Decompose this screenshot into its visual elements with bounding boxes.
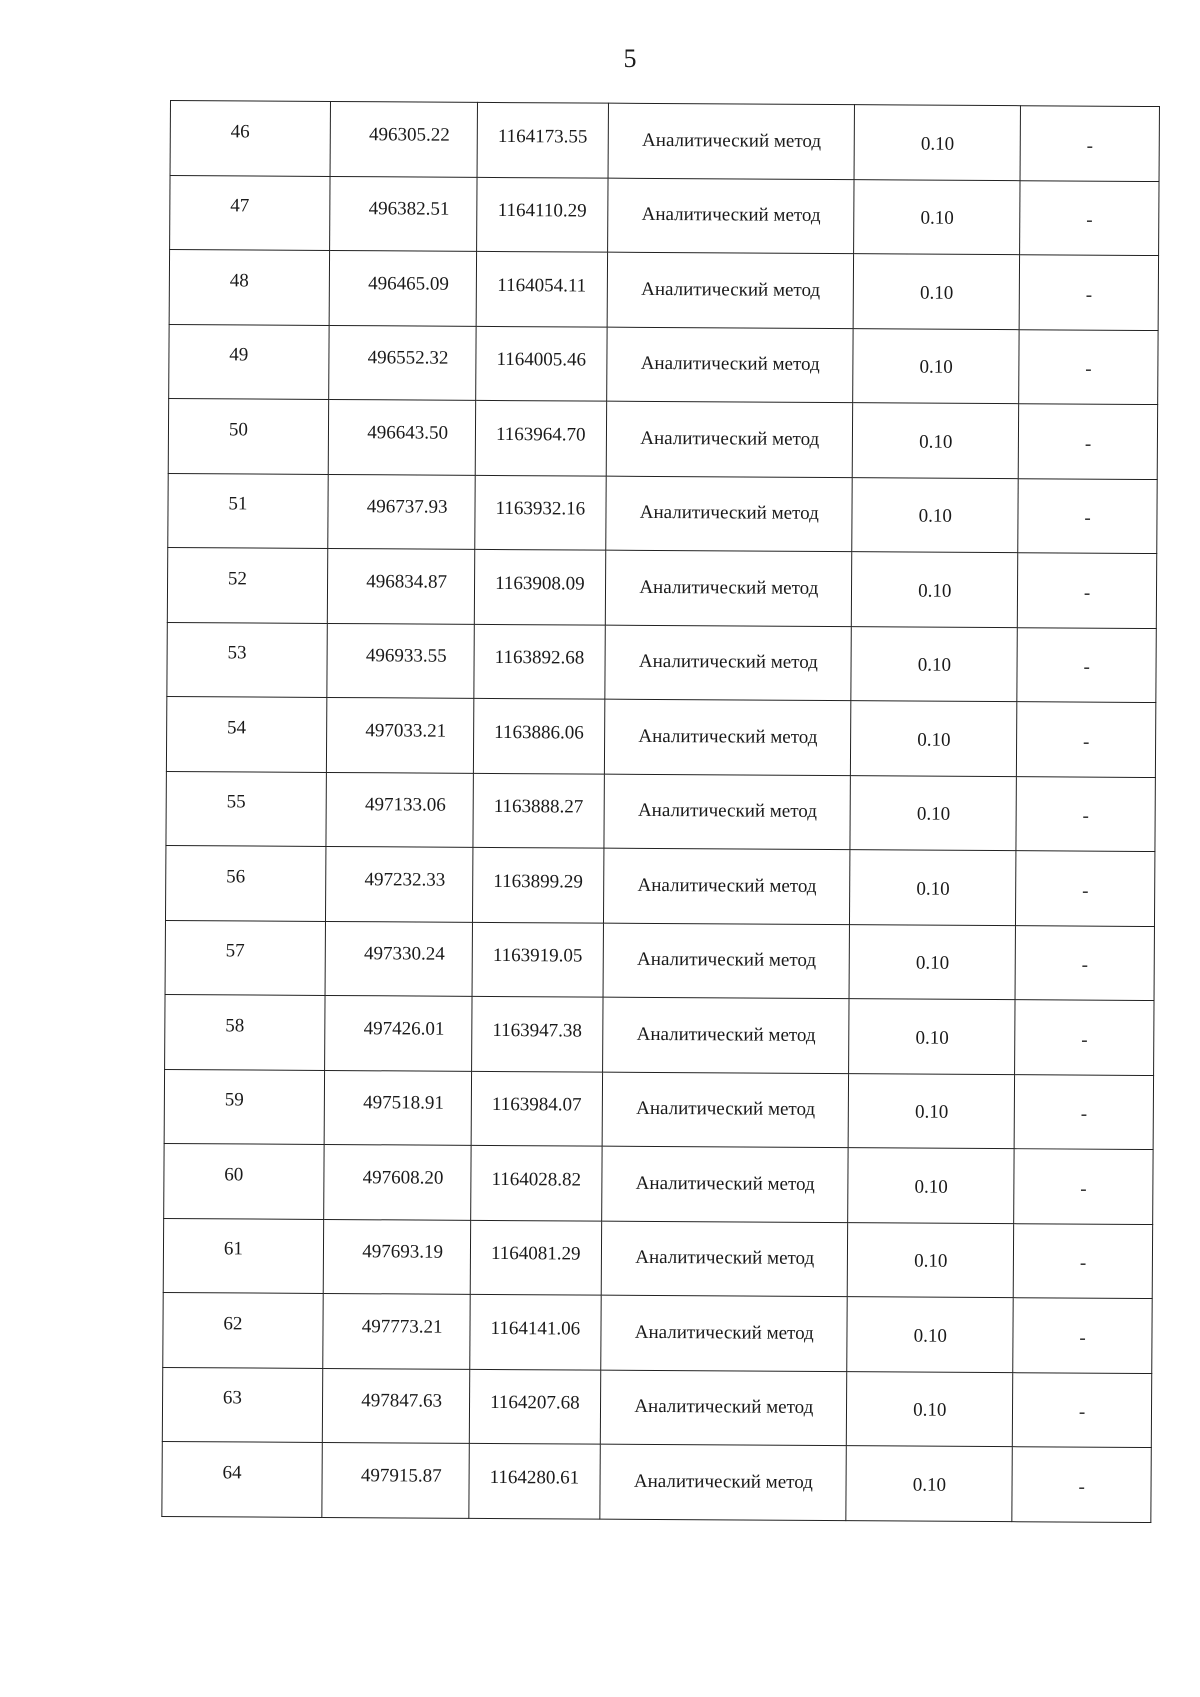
point-number-cell-text: 60	[224, 1164, 244, 1186]
point-number-cell-text: 62	[223, 1313, 243, 1335]
y-coordinate-cell	[475, 400, 607, 475]
method-cell-text: Аналитический метод	[638, 725, 818, 748]
method-cell-text: Аналитический метод	[636, 1098, 816, 1121]
method-cell-text: Аналитический метод	[642, 129, 822, 152]
y-coordinate-cell	[474, 475, 606, 550]
y-coordinate-cell-text: 1163932.16	[495, 498, 586, 520]
y-coordinate-cell	[469, 1294, 601, 1369]
point-number-cell-text: 57	[225, 940, 245, 962]
point-number-cell-text: 59	[224, 1089, 244, 1111]
y-coordinate-cell	[471, 996, 603, 1071]
note-cell-text: -	[1084, 433, 1092, 455]
table-row	[170, 175, 1159, 256]
point-number-cell	[165, 845, 325, 920]
x-coordinate-cell	[323, 1144, 470, 1219]
y-coordinate-cell-text: 1164110.29	[497, 200, 587, 222]
y-coordinate-cell	[469, 1369, 601, 1444]
table-body	[162, 101, 1160, 1523]
point-number-cell	[167, 622, 327, 697]
point-number-cell	[163, 1292, 323, 1367]
x-coordinate-cell-text: 496552.32	[367, 347, 449, 369]
table-row	[165, 920, 1154, 1001]
precision-cell-text: 0.10	[919, 282, 954, 304]
point-number-cell	[163, 1218, 323, 1293]
x-coordinate-cell-text: 496643.50	[367, 421, 449, 444]
point-number-cell-text: 51	[228, 493, 248, 515]
y-coordinate-cell	[472, 922, 604, 997]
y-coordinate-cell	[471, 1071, 603, 1146]
x-coordinate-cell	[326, 772, 473, 847]
method-cell	[607, 252, 854, 328]
precision-cell-text: 0.10	[914, 1176, 948, 1198]
table-row	[166, 771, 1155, 852]
y-coordinate-cell	[476, 251, 608, 326]
method-cell-text: Аналитический метод	[634, 1321, 814, 1344]
note-cell	[1015, 925, 1154, 1000]
method-cell-text: Аналитический метод	[637, 800, 818, 823]
x-coordinate-cell-text: 496465.09	[368, 272, 449, 295]
point-number-cell	[162, 1441, 322, 1516]
note-cell	[1020, 106, 1159, 181]
method-cell-text: Аналитический метод	[641, 204, 821, 227]
coordinates-table-wrapper	[161, 100, 1160, 1523]
x-coordinate-cell	[323, 1219, 470, 1294]
note-cell	[1020, 180, 1159, 255]
note-cell-text: -	[1085, 284, 1093, 306]
precision-cell	[854, 105, 1020, 181]
method-cell	[608, 103, 855, 179]
method-cell-text: Аналитический метод	[635, 1247, 815, 1270]
y-coordinate-cell	[470, 1145, 602, 1220]
method-cell-text: Аналитический метод	[639, 576, 819, 599]
precision-cell	[849, 924, 1015, 1000]
precision-cell	[852, 552, 1018, 628]
y-coordinate-cell-text: 1163947.38	[492, 1019, 583, 1042]
x-coordinate-cell	[325, 921, 472, 996]
precision-cell-text: 0.10	[919, 431, 953, 453]
point-number-cell	[162, 1367, 322, 1442]
precision-cell	[847, 1371, 1013, 1447]
x-coordinate-cell-text: 496834.87	[366, 570, 448, 593]
method-cell	[602, 1146, 849, 1222]
point-number-cell	[168, 473, 328, 548]
x-coordinate-cell-text: 497133.06	[364, 794, 446, 816]
note-cell	[1015, 1000, 1154, 1075]
point-number-cell	[165, 994, 325, 1069]
x-coordinate-cell-text: 497232.33	[364, 868, 446, 891]
method-cell-text: Аналитический метод	[634, 1396, 814, 1419]
x-coordinate-cell-text: 496305.22	[369, 123, 450, 146]
precision-cell	[853, 403, 1019, 479]
table-row	[169, 324, 1158, 405]
point-number-cell-text: 54	[226, 717, 247, 739]
note-cell	[1018, 478, 1157, 553]
method-cell-text: Аналитический метод	[638, 651, 818, 674]
note-cell-text: -	[1083, 656, 1090, 678]
note-cell-text: -	[1080, 1178, 1087, 1200]
precision-cell	[848, 1222, 1014, 1298]
point-number-cell	[167, 547, 327, 622]
method-cell	[601, 1221, 848, 1297]
x-coordinate-cell-text: 497426.01	[363, 1017, 445, 1040]
table-row	[169, 250, 1158, 331]
table-row	[167, 622, 1156, 703]
point-number-cell	[169, 324, 329, 399]
precision-cell	[852, 477, 1018, 553]
point-number-cell-text: 48	[229, 270, 249, 292]
note-cell	[1014, 1074, 1153, 1149]
table-row	[163, 1292, 1152, 1373]
note-cell-text: -	[1086, 209, 1093, 231]
precision-cell-text: 0.10	[920, 133, 955, 155]
note-cell	[1018, 404, 1157, 479]
x-coordinate-cell	[322, 1368, 469, 1443]
note-cell	[1013, 1298, 1152, 1373]
note-cell	[1013, 1372, 1152, 1447]
precision-cell	[849, 1073, 1015, 1149]
precision-cell-text: 0.10	[920, 207, 954, 230]
table-row	[162, 1441, 1151, 1522]
note-cell-text: -	[1080, 1103, 1088, 1125]
point-number-cell-text: 64	[222, 1462, 242, 1484]
point-number-cell-text: 49	[229, 344, 249, 366]
y-coordinate-cell	[473, 698, 605, 773]
note-cell	[1016, 776, 1155, 851]
note-cell	[1018, 553, 1157, 628]
point-number-cell	[170, 175, 330, 250]
table-row	[168, 473, 1157, 554]
point-number-cell-text: 58	[225, 1015, 245, 1037]
x-coordinate-cell	[329, 250, 476, 325]
table-row	[164, 1069, 1153, 1150]
x-coordinate-cell	[327, 548, 474, 623]
method-cell	[605, 699, 852, 775]
note-cell-text: -	[1086, 135, 1094, 157]
precision-cell-text: 0.10	[917, 729, 951, 751]
x-coordinate-cell	[328, 325, 475, 400]
method-cell-text: Аналитический метод	[639, 502, 819, 525]
precision-cell-text: 0.10	[919, 356, 953, 379]
point-number-cell	[164, 1069, 324, 1144]
precision-cell-text: 0.10	[914, 1250, 948, 1273]
precision-cell-text: 0.10	[916, 803, 951, 826]
precision-cell	[849, 999, 1015, 1075]
y-coordinate-cell-text: 1163899.29	[493, 870, 583, 893]
method-cell	[604, 774, 851, 850]
precision-cell	[846, 1446, 1012, 1522]
point-number-cell-text: 52	[227, 568, 248, 590]
precision-cell	[854, 254, 1020, 330]
method-cell	[607, 327, 854, 403]
method-cell-text: Аналитический метод	[640, 353, 820, 376]
precision-cell	[851, 701, 1017, 777]
note-cell-text: -	[1079, 1327, 1086, 1349]
x-coordinate-cell-text: 497773.21	[361, 1315, 443, 1338]
precision-cell	[848, 1148, 1014, 1224]
y-coordinate-cell-text: 1164141.06	[490, 1317, 581, 1340]
point-number-cell-text: 61	[223, 1238, 243, 1260]
y-coordinate-cell-text: 1163888.27	[493, 796, 584, 818]
method-cell-text: Аналитический метод	[640, 427, 820, 450]
y-coordinate-cell-text: 1163892.68	[494, 647, 585, 669]
point-number-cell-text: 55	[226, 791, 246, 813]
point-number-cell	[170, 101, 330, 176]
note-cell	[1012, 1447, 1151, 1522]
method-cell	[604, 848, 851, 924]
y-coordinate-cell	[472, 773, 604, 848]
x-coordinate-cell	[326, 697, 473, 772]
method-cell	[601, 1295, 848, 1371]
point-number-cell-text: 50	[228, 419, 248, 441]
table-row	[170, 101, 1159, 182]
method-cell	[608, 178, 855, 254]
y-coordinate-cell-text: 1163908.09	[495, 572, 585, 595]
precision-cell-text: 0.10	[918, 505, 952, 528]
precision-cell	[847, 1297, 1013, 1373]
table-row	[165, 845, 1154, 926]
point-number-cell-text: 47	[230, 195, 250, 217]
method-cell	[603, 997, 850, 1073]
point-number-cell-text: 53	[227, 642, 247, 664]
y-coordinate-cell	[473, 624, 605, 699]
note-cell-text: -	[1082, 805, 1089, 827]
x-coordinate-cell-text: 497330.24	[364, 943, 445, 965]
note-cell-text: -	[1078, 1401, 1086, 1423]
table-row	[163, 1218, 1152, 1299]
note-cell	[1017, 702, 1156, 777]
y-coordinate-cell-text: 1164081.29	[490, 1243, 581, 1265]
method-cell	[603, 923, 850, 999]
note-cell	[1014, 1149, 1153, 1224]
note-cell	[1019, 329, 1158, 404]
y-coordinate-cell-text: 1163964.70	[495, 423, 586, 446]
point-number-cell	[169, 250, 329, 325]
method-cell-text: Аналитический метод	[636, 1023, 816, 1046]
method-cell	[606, 476, 853, 552]
table-row	[168, 398, 1157, 479]
precision-cell-text: 0.10	[915, 1027, 949, 1049]
y-coordinate-cell-text: 1164280.61	[489, 1466, 580, 1489]
page-number: 5	[623, 44, 637, 73]
y-coordinate-cell-text: 1164207.68	[490, 1392, 580, 1414]
point-number-cell-text: 56	[226, 866, 246, 888]
point-number-cell	[164, 1143, 324, 1218]
y-coordinate-cell-text: 1163919.05	[492, 945, 583, 967]
y-coordinate-cell	[472, 847, 604, 922]
y-coordinate-cell	[476, 177, 608, 252]
y-coordinate-cell-text: 1164173.55	[497, 125, 588, 148]
x-coordinate-cell	[322, 1442, 469, 1517]
table-row	[164, 1143, 1153, 1224]
method-cell	[600, 1370, 847, 1446]
method-cell	[600, 1444, 847, 1520]
precision-cell	[850, 850, 1016, 926]
x-coordinate-cell	[324, 995, 471, 1070]
precision-cell	[854, 179, 1020, 255]
point-number-cell	[165, 920, 325, 995]
coordinates-table	[161, 100, 1160, 1523]
table-row	[166, 696, 1155, 777]
note-cell	[1019, 255, 1158, 330]
note-cell-text: -	[1082, 731, 1090, 753]
x-coordinate-cell-text: 497033.21	[365, 719, 447, 742]
y-coordinate-cell	[475, 326, 607, 401]
x-coordinate-cell	[328, 399, 475, 474]
point-number-cell	[166, 696, 326, 771]
x-coordinate-cell-text: 497847.63	[361, 1390, 443, 1412]
note-cell-text: -	[1081, 1029, 1088, 1051]
precision-cell-text: 0.10	[916, 878, 950, 900]
note-cell	[1016, 851, 1155, 926]
x-coordinate-cell-text: 496382.51	[368, 198, 450, 220]
precision-cell-text: 0.10	[915, 952, 950, 975]
note-cell	[1013, 1223, 1152, 1298]
table-row	[162, 1367, 1151, 1448]
method-cell-text: Аналитический метод	[641, 278, 821, 301]
x-coordinate-cell	[330, 101, 477, 176]
method-cell-text: Аналитический метод	[637, 949, 817, 972]
y-coordinate-cell-text: 1164005.46	[496, 349, 587, 371]
precision-cell-text: 0.10	[913, 1325, 947, 1347]
x-coordinate-cell	[328, 474, 475, 549]
note-cell-text: -	[1083, 582, 1091, 604]
method-cell	[605, 550, 852, 626]
x-coordinate-cell	[327, 623, 474, 698]
precision-cell	[851, 626, 1017, 702]
method-cell	[602, 1072, 849, 1148]
x-coordinate-cell	[329, 176, 476, 251]
precision-cell-text: 0.10	[913, 1399, 947, 1422]
point-number-cell-text: 63	[222, 1387, 243, 1409]
x-coordinate-cell-text: 496737.93	[366, 496, 448, 518]
method-cell-text: Аналитический метод	[635, 1172, 815, 1195]
x-coordinate-cell-text: 497608.20	[362, 1166, 444, 1189]
y-coordinate-cell	[470, 1220, 602, 1295]
note-cell-text: -	[1084, 507, 1091, 529]
point-number-cell	[168, 398, 328, 473]
x-coordinate-cell-text: 497693.19	[362, 1241, 444, 1263]
table-row	[165, 994, 1154, 1075]
method-cell	[606, 401, 853, 477]
note-cell-text: -	[1082, 880, 1089, 902]
y-coordinate-cell	[468, 1443, 600, 1518]
note-cell-text: -	[1078, 1476, 1085, 1498]
method-cell-text: Аналитический метод	[633, 1470, 813, 1493]
note-cell-text: -	[1079, 1252, 1087, 1274]
y-coordinate-cell-text: 1163886.06	[494, 721, 584, 744]
y-coordinate-cell	[474, 549, 606, 624]
precision-cell	[850, 775, 1016, 851]
x-coordinate-cell-text: 497518.91	[363, 1092, 444, 1114]
y-coordinate-cell-text: 1163984.07	[491, 1094, 582, 1116]
y-coordinate-cell-text: 1164028.82	[491, 1168, 582, 1191]
point-number-cell	[166, 771, 326, 846]
method-cell	[605, 625, 852, 701]
x-coordinate-cell-text: 496933.55	[365, 645, 447, 667]
note-cell	[1017, 627, 1156, 702]
y-coordinate-cell-text: 1164054.11	[497, 274, 587, 297]
x-coordinate-cell	[323, 1293, 470, 1368]
x-coordinate-cell	[325, 846, 472, 921]
point-number-cell-text: 46	[230, 121, 250, 143]
precision-cell	[853, 328, 1019, 404]
x-coordinate-cell	[324, 1070, 471, 1145]
note-cell-text: -	[1085, 358, 1092, 380]
table-row	[167, 547, 1156, 628]
precision-cell-text: 0.10	[917, 654, 952, 677]
y-coordinate-cell	[477, 102, 609, 177]
precision-cell-text: 0.10	[914, 1101, 949, 1124]
precision-cell-text: 0.10	[912, 1474, 947, 1496]
note-cell-text: -	[1081, 954, 1089, 976]
precision-cell-text: 0.10	[918, 580, 952, 602]
x-coordinate-cell-text: 497915.87	[360, 1464, 442, 1487]
method-cell-text: Аналитический метод	[637, 874, 817, 897]
